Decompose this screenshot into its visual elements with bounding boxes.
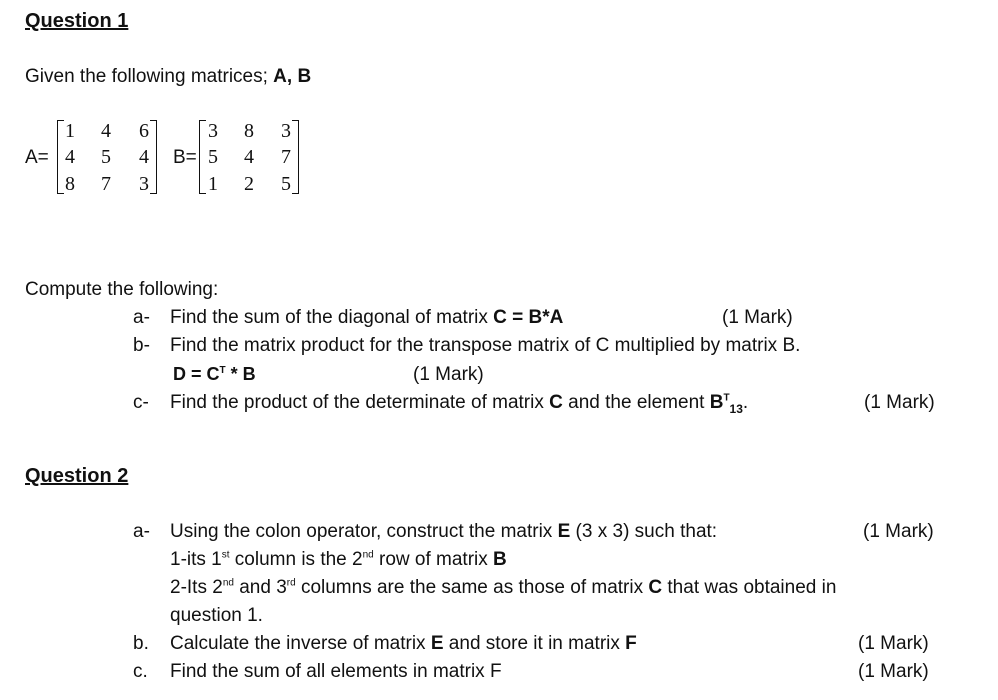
q1-b-mark: (1 Mark)	[413, 364, 484, 385]
q1-a-marker: a-	[133, 307, 150, 328]
matrix-a-cell: 4	[139, 146, 149, 168]
q2-a-line1-sup2: nd	[362, 549, 374, 561]
matrix-b	[199, 118, 299, 196]
q1-a-mark: (1 Mark)	[722, 307, 793, 328]
q1-c-marker: c-	[133, 392, 149, 413]
q2-a-mark: (1 Mark)	[863, 521, 934, 542]
q2-a-line2-mid1: and 3	[233, 577, 287, 598]
q1-intro-text: Given the following matrices;	[25, 66, 274, 87]
q1-a-body: Find the sum of the diagonal of matrix	[170, 307, 494, 328]
q1-c-bold2: B	[709, 392, 724, 413]
q2-a-line2-sup1: nd	[222, 577, 234, 589]
q2-b-mark: (1 Mark)	[858, 633, 929, 654]
q1-c-text2: and the element	[562, 392, 710, 413]
q2-a-line3: question 1.	[170, 605, 263, 626]
q2-a-line2	[170, 577, 836, 599]
q2-a-text	[170, 521, 717, 543]
q1-c-text	[170, 392, 748, 416]
q2-a-bold1: E	[557, 521, 571, 542]
matrix-a	[57, 118, 157, 196]
q2-a-text1: Using the colon operator, construct the matrix	[170, 521, 558, 542]
q1-c-text1: Find the product of the determinate of matrix	[170, 392, 550, 413]
q1-intro	[25, 66, 311, 88]
q2-a-line1-sup1: st	[221, 549, 230, 561]
q1-b-marker: b-	[133, 335, 150, 356]
q2-a-line2-post: that was obtained in	[662, 577, 837, 598]
q2-a-line2-pre: 2-Its 2	[170, 577, 223, 598]
q2-b-text2: and store it in matrix	[443, 633, 626, 654]
matrix-b-cell: 4	[244, 146, 254, 168]
q1-b-formula-rest: * B	[225, 364, 256, 384]
q1-a-formula: C = B*A	[493, 307, 564, 328]
q2-b-text	[170, 633, 637, 655]
q2-a-line2-mid2: columns are the same as those of matrix	[295, 577, 649, 598]
matrix-b-cell: 3	[281, 120, 291, 142]
q2-a-line1	[170, 549, 507, 571]
q2-a-marker: a-	[133, 521, 150, 542]
matrix-b-cell: 2	[244, 173, 254, 195]
q2-a-text2: (3 x 3) such that:	[570, 521, 718, 542]
q1-intro-bold: A, B	[273, 66, 312, 87]
q1-c-bold1: C	[549, 392, 563, 413]
question-1-heading: Question 1	[25, 10, 129, 32]
matrix-a-cell: 7	[101, 173, 111, 195]
q2-a-line1-mid: column is the 2	[229, 549, 363, 570]
q2-a-line2-bold: C	[648, 577, 663, 598]
matrix-a-label: A=	[25, 147, 49, 168]
compute-heading: Compute the following:	[25, 279, 219, 300]
matrix-b-cell: 7	[281, 146, 291, 168]
matrix-a-cell: 4	[101, 120, 111, 142]
q1-c-sub: 13	[729, 401, 743, 416]
q2-a-line1-bold: B	[493, 549, 507, 570]
q1-a-text	[170, 307, 563, 329]
q2-a-line2-sup2: rd	[286, 577, 296, 589]
matrix-a-cell: 8	[65, 173, 75, 195]
q2-b-bold1: E	[430, 633, 444, 654]
q2-c-mark: (1 Mark)	[858, 661, 929, 682]
q1-b-formula-d: D = C	[173, 364, 220, 384]
q2-b-bold2: F	[625, 633, 637, 654]
q2-a-line1-post: row of matrix	[373, 549, 494, 570]
question-2-heading: Question 2	[25, 465, 129, 487]
q2-a-line1-pre: 1-its 1	[170, 549, 222, 570]
matrix-b-label: B=	[173, 147, 197, 168]
q2-c-marker: c.	[133, 661, 148, 682]
q1-b-formula	[173, 364, 256, 385]
q1-c-text3: .	[742, 392, 749, 413]
matrix-a-cell: 3	[139, 173, 149, 195]
matrix-b-cell: 1	[208, 173, 218, 195]
matrix-b-cell: 5	[208, 146, 218, 168]
q2-c-text: Find the sum of all elements in matrix F	[170, 661, 502, 682]
q1-c-mark: (1 Mark)	[864, 392, 935, 413]
matrix-a-cell: 5	[101, 146, 111, 168]
q1-b-formula-t: T	[219, 365, 226, 376]
matrix-b-cell: 5	[281, 173, 291, 195]
matrix-b-cell: 3	[208, 120, 218, 142]
matrix-b-cell: 8	[244, 120, 254, 142]
q1-b-text: Find the matrix product for the transpose matrix of C multiplied by matrix B.	[170, 335, 801, 356]
q2-b-text1: Calculate the inverse of matrix	[170, 633, 431, 654]
matrix-a-cell: 6	[139, 120, 149, 142]
matrix-a-cell: 1	[65, 120, 75, 142]
matrix-a-cell: 4	[65, 146, 75, 168]
q1-c-sup: T	[723, 392, 730, 404]
q2-b-marker: b.	[133, 633, 149, 654]
